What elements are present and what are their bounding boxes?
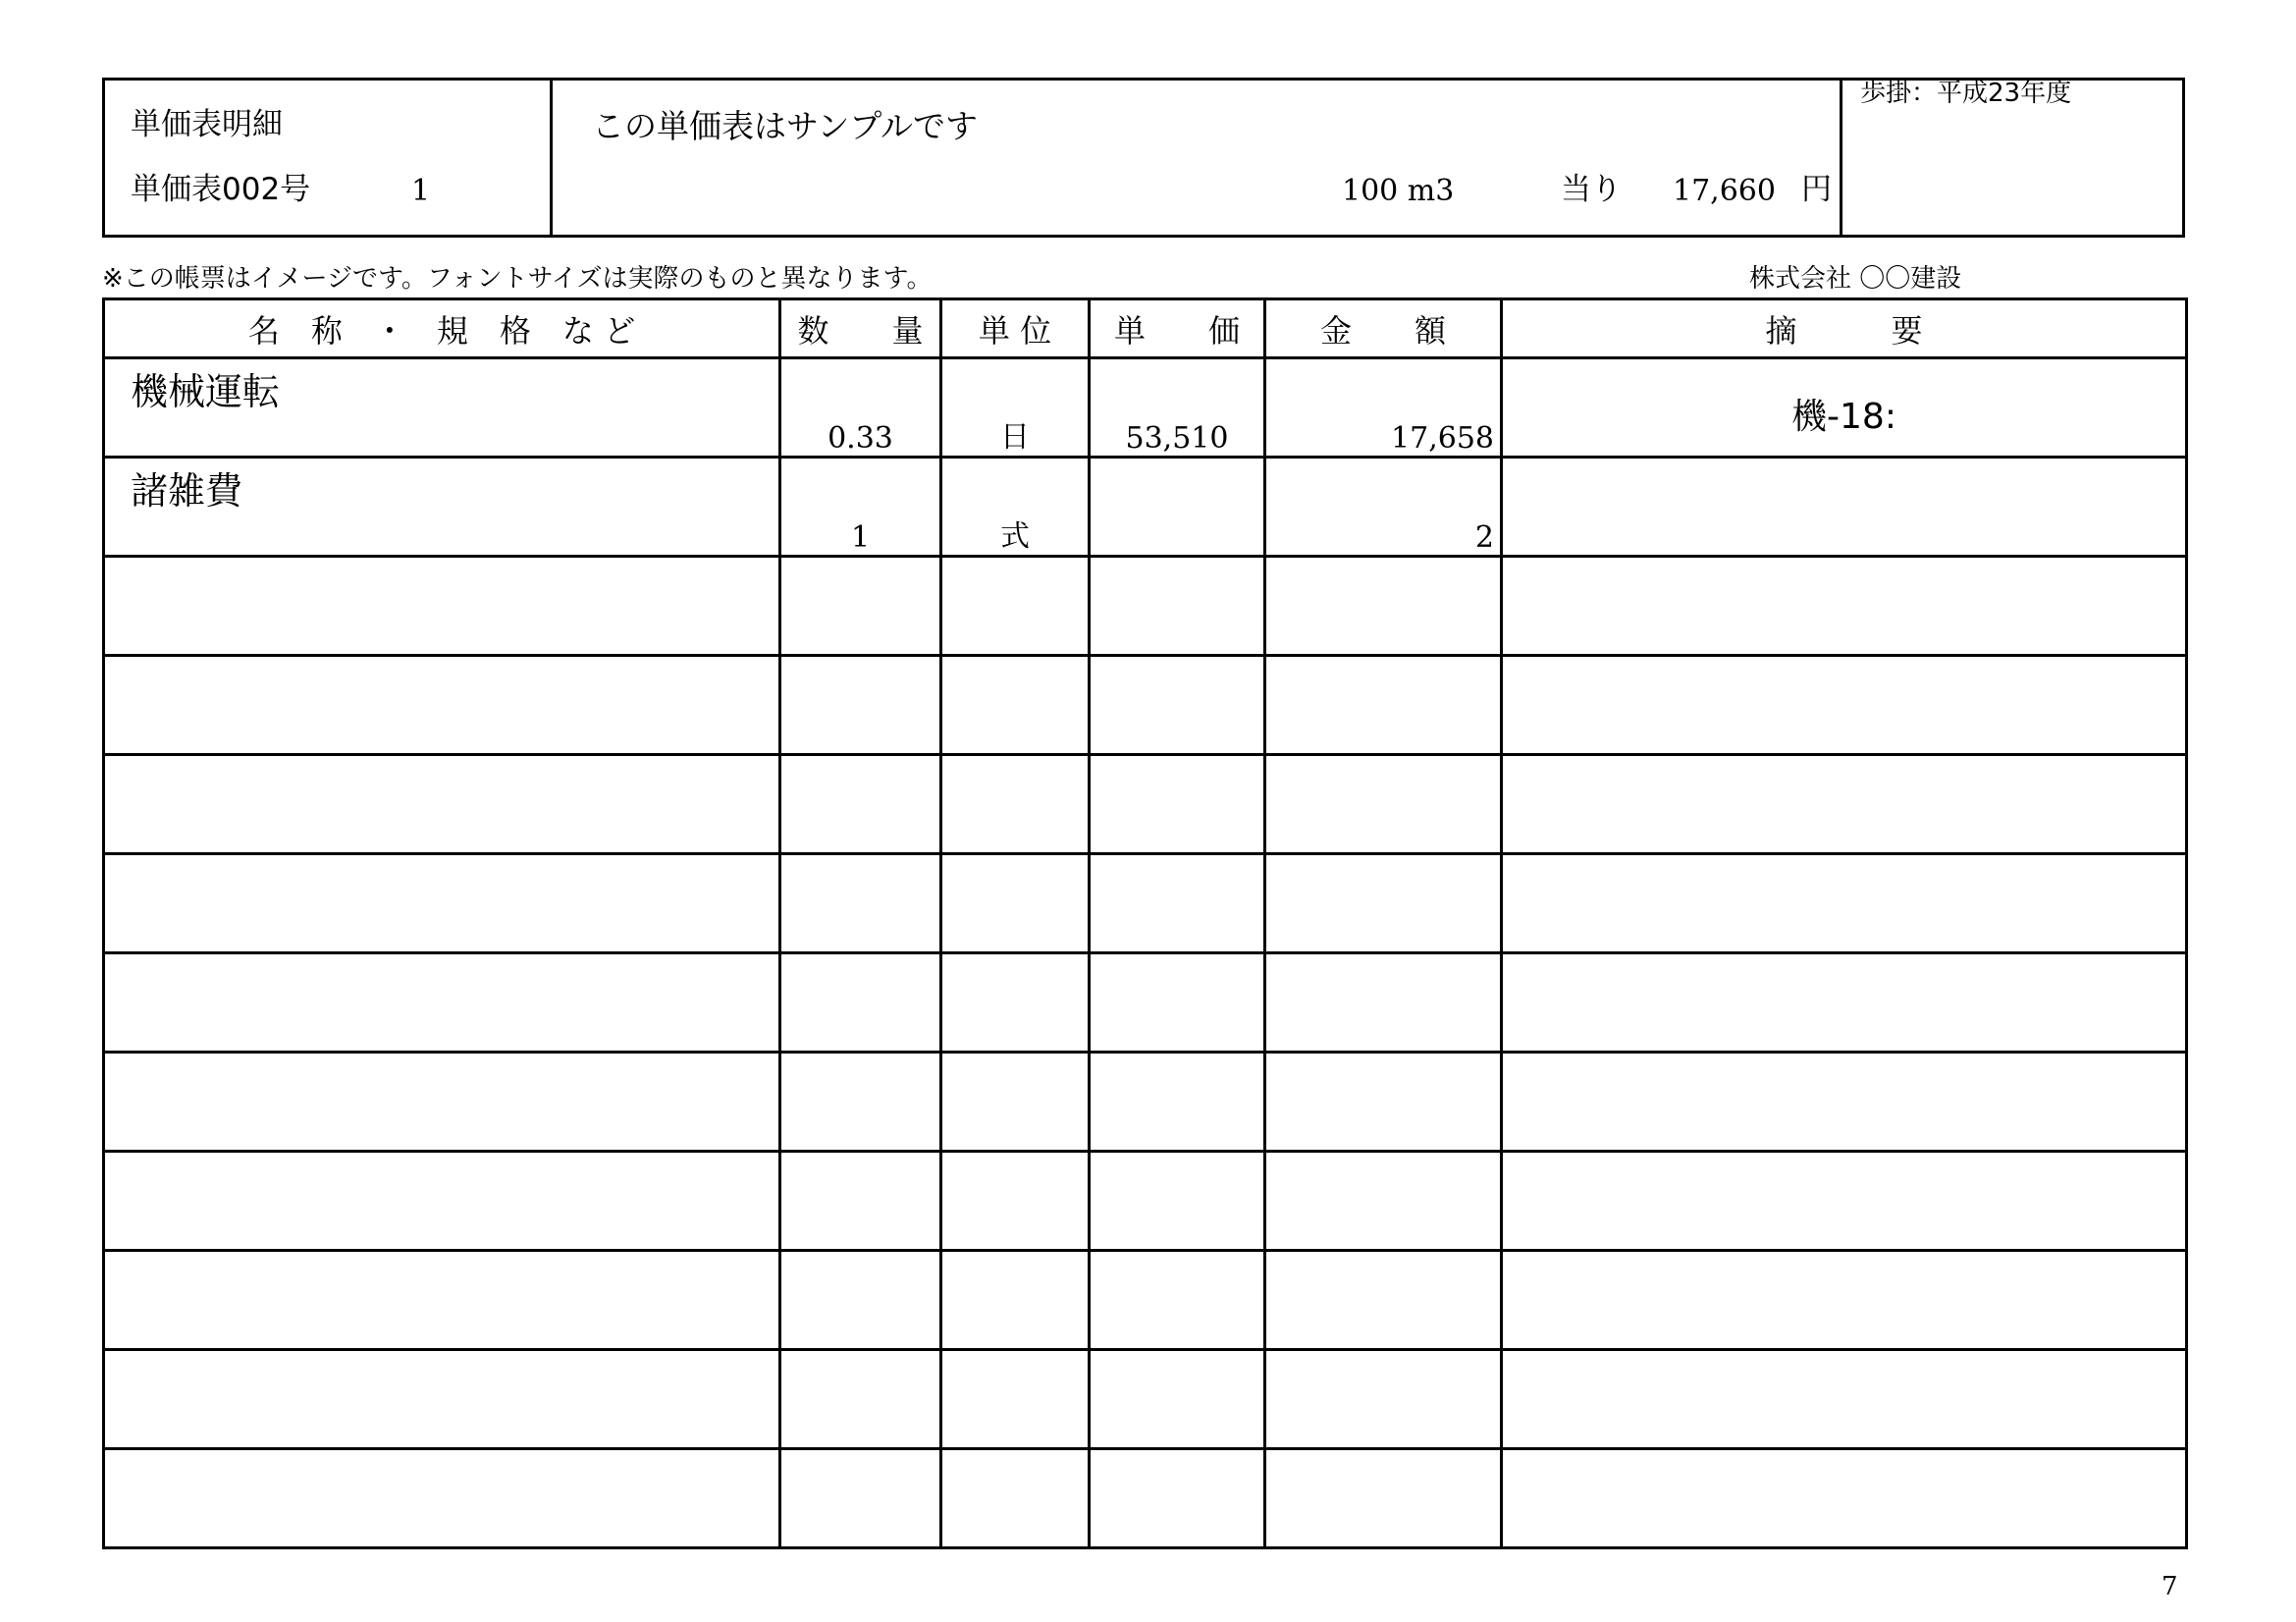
unit-price-table [102,297,2188,1549]
cell-remarks [1502,1350,2187,1449]
header-box [102,78,2185,238]
cell-unit-text: 日 [1000,420,1030,455]
cell-remarks [1502,557,2187,656]
cell-name [104,755,780,854]
cell-unit-price [1090,755,1265,854]
cell-unit [941,358,1090,458]
column-header-unit: 単 位 [941,299,1090,358]
cell-unit-price [1090,458,1265,557]
cell-unit-price [1090,358,1265,458]
cell-name [104,358,780,458]
cell-amount [1265,1251,1502,1350]
cell-unit-price [1090,1350,1265,1449]
table-row [104,358,2187,458]
cell-name-text: 機械運転 [131,370,281,413]
cell-quantity-text: 0.33 [828,421,893,456]
cell-unit [941,1053,1090,1152]
cell-amount [1265,1449,1502,1548]
cell-unit-text: 式 [1000,519,1030,554]
header-divider-left [550,81,553,235]
cell-unit [941,755,1090,854]
quantity-basis: 100 m3 [1342,174,1455,208]
cell-name [104,1449,780,1548]
cell-amount-text: 2 [1474,520,1494,555]
cell-remarks [1502,1053,2187,1152]
currency-label: 円 [1801,172,1832,207]
cell-remarks [1502,854,2187,953]
cell-quantity [780,1350,941,1449]
table-row [104,854,2187,953]
column-header-name: 名 称 ・ 規 格 な ど [104,299,780,358]
cell-name [104,458,780,557]
cell-unit [941,1251,1090,1350]
cell-unit [941,854,1090,953]
cell-unit [941,1449,1090,1548]
column-header-amount: 金 額 [1265,299,1502,358]
cell-unit [941,953,1090,1053]
cell-quantity [780,656,941,755]
table-number: 単価表002号 [131,172,311,207]
table-row [104,1449,2187,1548]
table-row [104,755,2187,854]
rate-note: 歩掛：平成23年度 [1860,79,2072,108]
cell-amount-text: 17,658 [1391,421,1494,456]
cell-unit [941,1152,1090,1251]
cell-remarks [1502,1251,2187,1350]
table-row [104,1053,2187,1152]
doc-type-label: 単価表明細 [131,107,283,142]
cell-quantity [780,458,941,557]
unit-price-total: 17,660 [1673,174,1776,208]
table-row [104,1152,2187,1251]
cell-amount [1265,1053,1502,1152]
company-name: 株式会社 〇〇建設 [1749,264,1962,294]
table-row [104,557,2187,656]
cell-unit-price [1090,557,1265,656]
cell-name [104,1251,780,1350]
cell-amount [1265,854,1502,953]
cell-amount [1265,1152,1502,1251]
per-label: 当り [1561,172,1622,207]
cell-quantity [780,953,941,1053]
cell-quantity [780,854,941,953]
cell-amount [1265,358,1502,458]
cell-name [104,1152,780,1251]
cell-amount [1265,755,1502,854]
table-row [104,656,2187,755]
cell-unit-price-text: 53,510 [1125,421,1229,456]
table-index: 1 [411,174,431,208]
cell-amount [1265,458,1502,557]
cell-remarks [1502,458,2187,557]
cell-remarks [1502,755,2187,854]
table-row [104,1350,2187,1449]
cell-unit-price [1090,1449,1265,1548]
cell-amount [1265,656,1502,755]
cell-remarks [1502,358,2187,458]
cell-name [104,1350,780,1449]
cell-unit-price [1090,1152,1265,1251]
table-row [104,1251,2187,1350]
cell-quantity [780,358,941,458]
cell-name-text: 諸雑費 [131,469,243,513]
cell-name [104,656,780,755]
column-header-unit-price: 単 価 [1090,299,1265,358]
cell-unit-price [1090,1251,1265,1350]
column-header-quantity: 数 量 [780,299,941,358]
cell-quantity [780,755,941,854]
cell-name [104,1053,780,1152]
table-row [104,953,2187,1053]
cell-amount [1265,953,1502,1053]
cell-remarks [1502,953,2187,1053]
table-header-row [104,299,2187,358]
cell-name [104,854,780,953]
header-divider-right [1840,81,1842,235]
description: この単価表はサンプルです [592,107,979,145]
cell-remarks [1502,656,2187,755]
cell-quantity-text: 1 [850,520,871,555]
cell-unit [941,557,1090,656]
cell-unit [941,1350,1090,1449]
notice-text: ※この帳票はイメージです。フォントサイズは実際のものと異なります。 [102,264,933,294]
cell-quantity [780,1449,941,1548]
cell-unit-price [1090,854,1265,953]
cell-name [104,557,780,656]
cell-remarks-text: 機-18: [1791,397,1896,437]
cell-remarks [1502,1449,2187,1548]
cell-unit-price [1090,953,1265,1053]
cell-quantity [780,1053,941,1152]
cell-amount [1265,1350,1502,1449]
table-row [104,458,2187,557]
cell-unit-price [1090,656,1265,755]
page-number: 7 [2162,1572,2178,1601]
cell-remarks [1502,1152,2187,1251]
cell-unit [941,656,1090,755]
cell-quantity [780,1251,941,1350]
cell-amount [1265,557,1502,656]
cell-name [104,953,780,1053]
cell-quantity [780,557,941,656]
cell-unit-price [1090,1053,1265,1152]
cell-quantity [780,1152,941,1251]
cell-unit [941,458,1090,557]
column-header-remarks: 摘 要 [1502,299,2187,358]
